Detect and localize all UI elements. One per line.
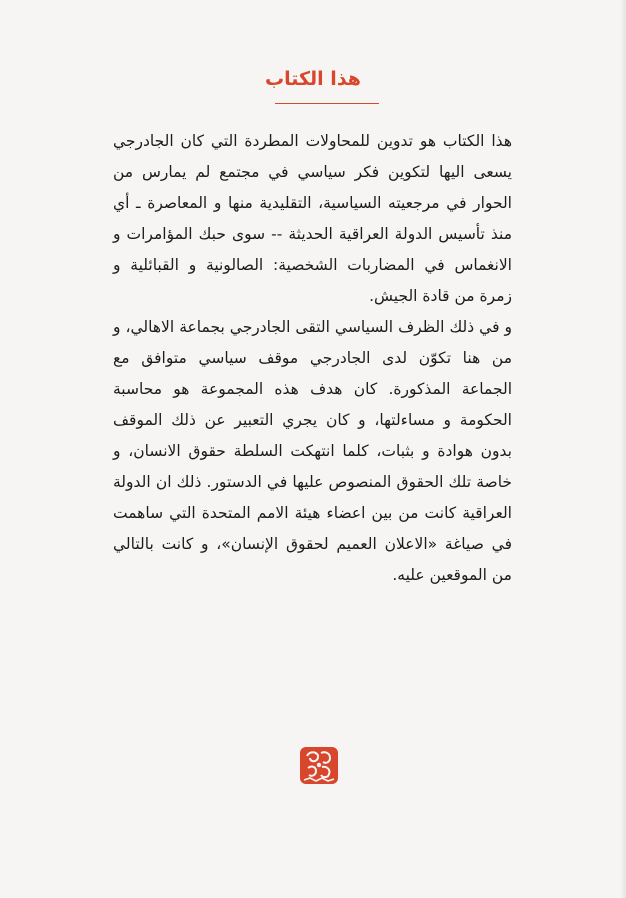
publisher-logo-svg (298, 744, 340, 786)
body-text (113, 126, 512, 591)
paragraph-1: هذا الكتاب هو تدوين للمحاولات المطردة التي كان الجادرجي يسعى اليها لتكوين فكر سياسي في مجتمع لم يمارس من الحوار في مرجعيته السياسية، التقليدية منها و المعاصرة ـ أي منذ تأسيس الدولة العراقية الحديثة -- سوى حبك المؤامرات و الانغماس في المضاربات الشخصية: الصالونية و القبائلية و زمرة من قادة الجيش. (113, 132, 512, 305)
page-title: هذا الكتاب (265, 68, 361, 90)
publisher-logo-icon (298, 744, 340, 786)
title-underline (275, 103, 379, 104)
paragraph-2: و في ذلك الظرف السياسي التقى الجادرجي بجماعة الاهالي، و من هنا تكوّن لدى الجادرجي موقف سياسي متوافق مع الجماعة المذكورة. كان هدف هذه المجموعة هو محاسبة الحكومة و مساءلتها، و كان يجري التعبير عن ذلك الموقف بدون هوادة و بثبات، كلما انتهكت السلطة حقوق الانسان، و خاصة تلك الحقوق المنصوص عليها في الدستور. ذلك ان الدولة العراقية كانت من بين اعضاء هيئة الامم المتحدة التي ساهمت في صياغة «الاعلان العميم لحقوق الإنسان»، و كانت بالتالي من الموقعين عليه. (113, 318, 512, 584)
page-edge-shadow (620, 0, 626, 898)
emblem-dot (317, 763, 321, 767)
